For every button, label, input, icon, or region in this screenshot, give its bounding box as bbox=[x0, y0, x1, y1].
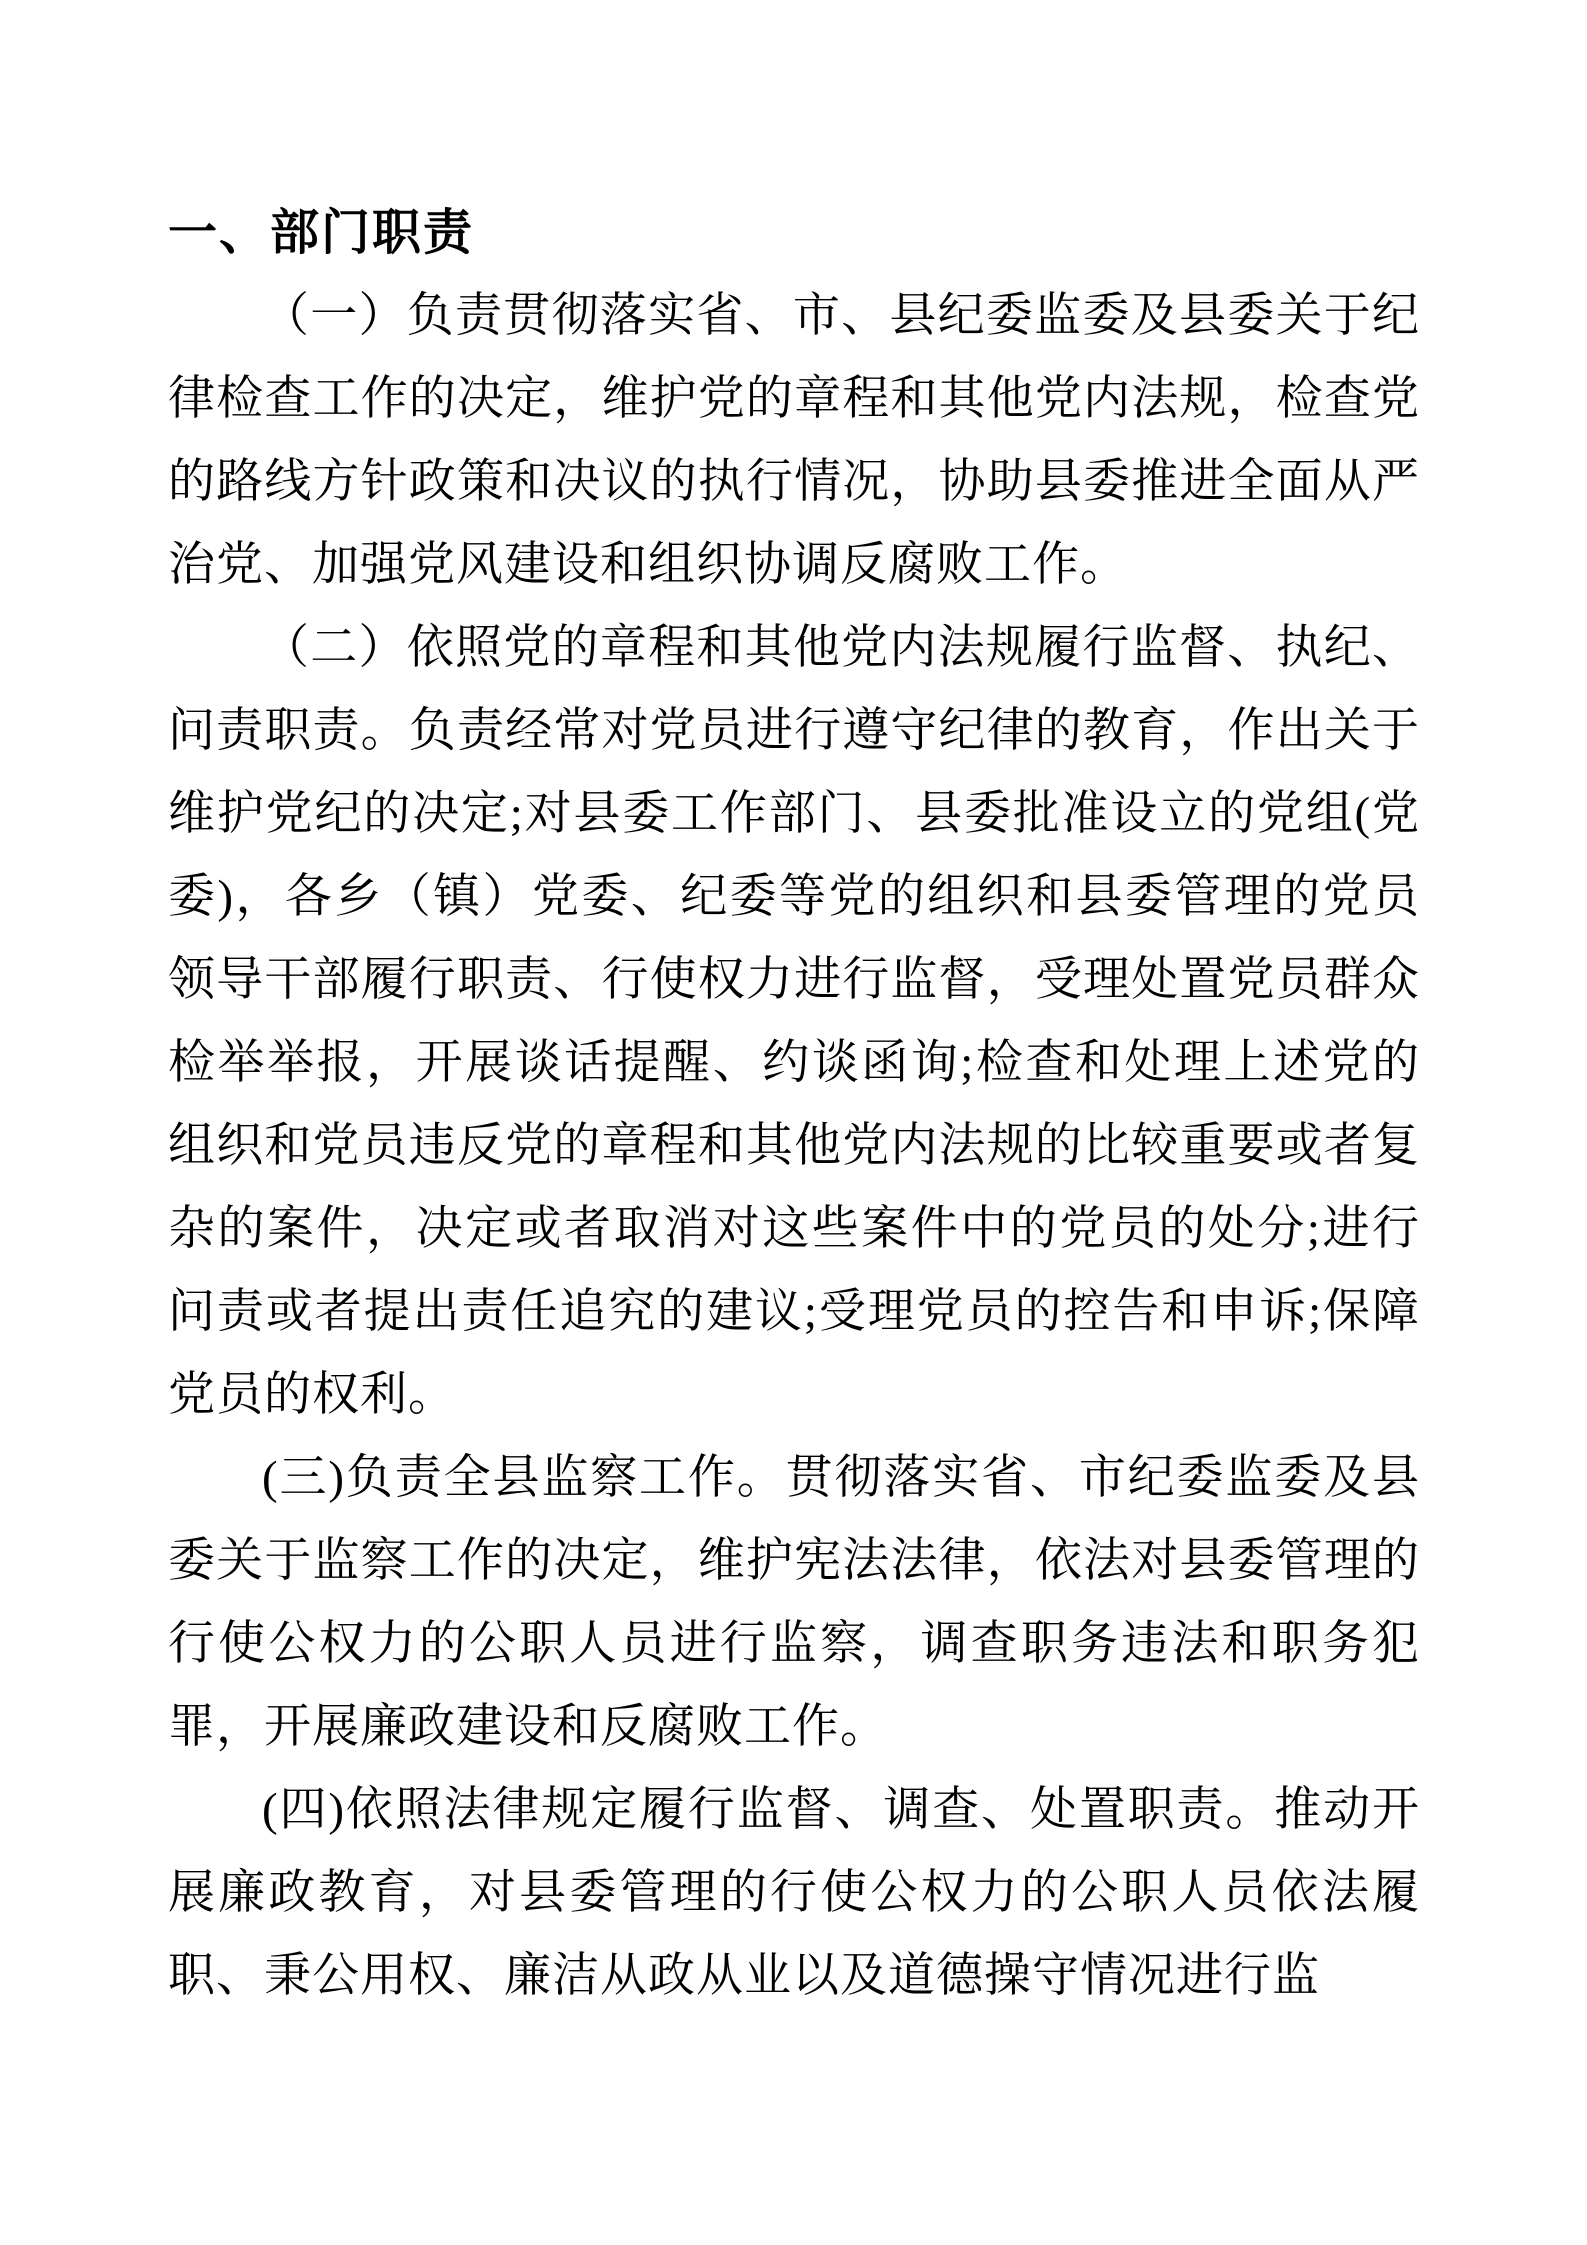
paragraph: (四)依照法律规定履行监督、调查、处置职责。推动开展廉政教育，对县委管理的行使公权力的公职人员依法履职、秉公用权、廉洁从政从业以及道德操守情况进行监 bbox=[168, 1784, 1420, 2002]
paragraph: （一）负责贯彻落实省、市、县纪委监委及县委关于纪律检查工作的决定，维护党的章程和其他党内法规，检查党的路线方针政策和决议的执行情况，协助县委推进全面从严治党、加强党风建设和组织协调反腐败工作。 bbox=[168, 290, 1420, 591]
paragraph: (三)负责全县监察工作。贯彻落实省、市纪委监委及县委关于监察工作的决定，维护宪法法律，依法对县委管理的行使公权力的公职人员进行监察，调查职务违法和职务犯罪，开展廉政建设和反腐败工作。 bbox=[168, 1452, 1420, 1753]
document-page bbox=[168, 0, 1420, 2245]
section-body bbox=[168, 275, 1420, 2018]
section-heading: 一、部门职责 bbox=[168, 206, 475, 260]
paragraph: （二）依照党的章程和其他党内法规履行监督、执纪、问责职责。负责经常对党员进行遵守纪律的教育，作出关于维护党纪的决定;对县委工作部门、县委批准设立的党组(党委)，各乡（镇）党委、纪委等党的组织和县委管理的党员领导干部履行职责、行使权力进行监督，受理处置党员群众检举举报，开展谈话提醒、约谈函询;检查和处理上述党的组织和党员违反党的章程和其他党内法规的比较重要或者复杂的案件，决定或者取消对这些案件中的党员的处分;进行问责或者提出责任追究的建议;受理党员的控告和申诉;保障党员的权利。 bbox=[168, 622, 1420, 1421]
